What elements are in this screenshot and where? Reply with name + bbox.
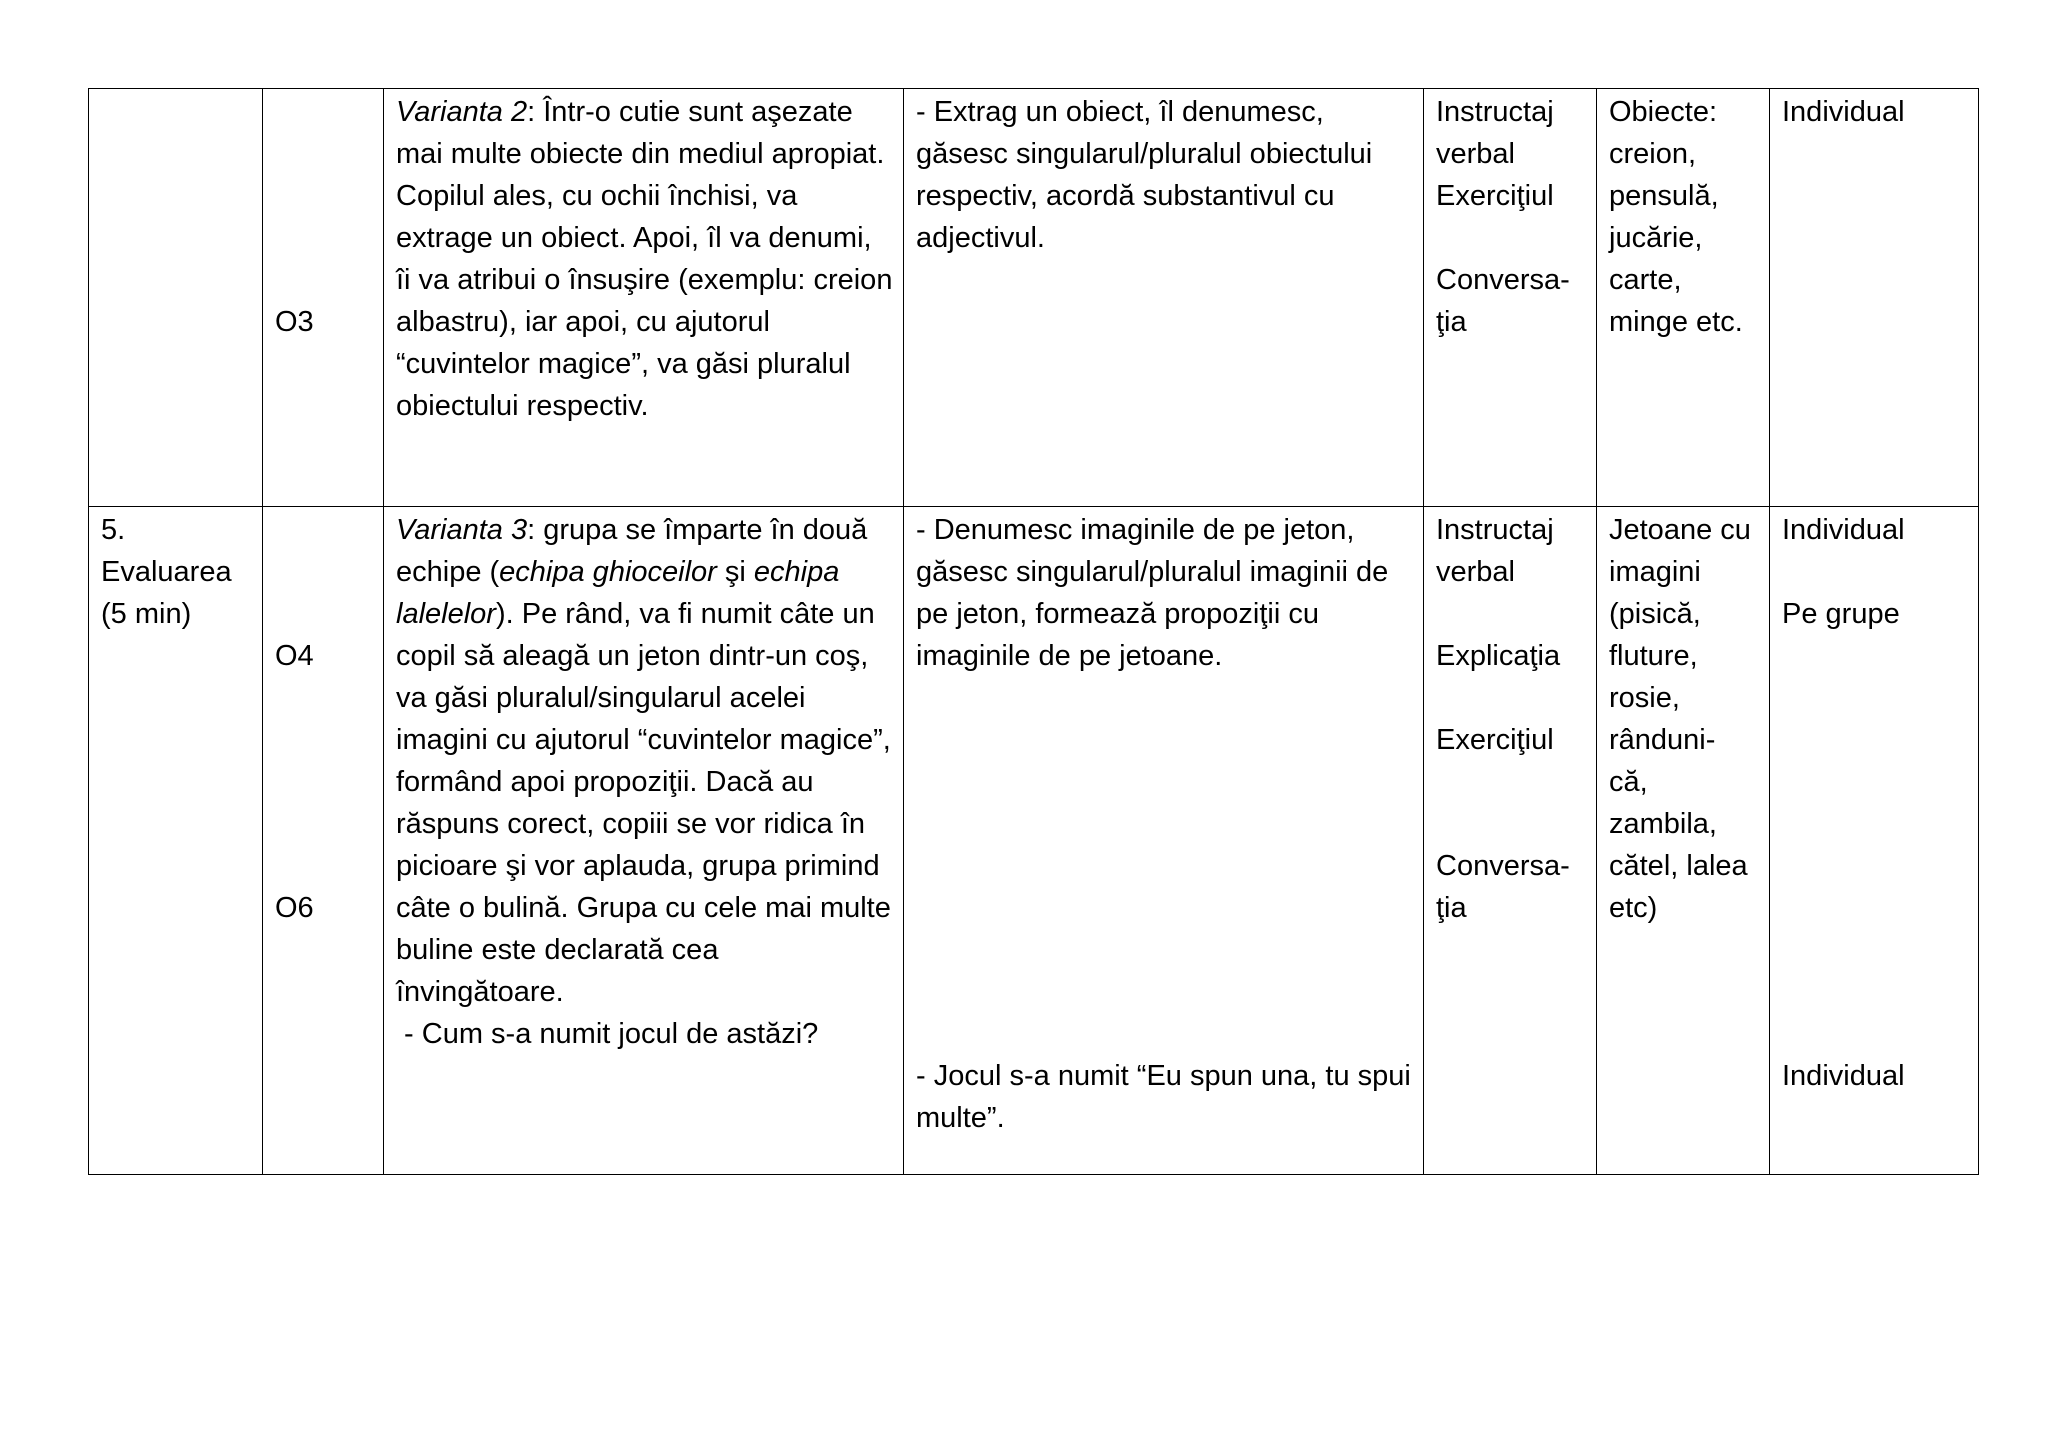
organization-item: Individual — [1782, 1060, 1905, 1092]
table-row — [89, 89, 1979, 507]
variant-label: Varianta 3 — [396, 514, 528, 546]
spacer — [1436, 217, 1586, 259]
method-item: Instructaj verbal — [1436, 96, 1554, 170]
method-item: Exerciţiul — [1436, 180, 1554, 212]
organization-item: Individual — [1782, 96, 1905, 128]
method-item: Conversa- ţia — [1436, 850, 1570, 924]
closing-question: - Cum s-a numit jocul de astăzi? — [396, 1018, 819, 1050]
content-cell — [384, 507, 904, 1175]
objective-code: O4 — [275, 640, 314, 672]
activity-cell — [904, 507, 1424, 1175]
objective-code: O6 — [275, 892, 314, 924]
variant-description: : Într-o cutie sunt aşezate mai multe obiecte din mediul apropiat. Copilul ales, cu ochii închisi, va extrage un obiect. Apoi, îl va denumi, îi va atribui o însuşire (exemplu: creion albastru), iar apoi, cu ajutorul “cuvintelor magice”, va găsi pluralul obiectului respectiv. — [396, 96, 893, 422]
organization-cell — [1770, 507, 1979, 1175]
team-name: echipa lalelelor — [396, 556, 840, 630]
methods-cell — [1424, 507, 1597, 1175]
variant-label: Varianta 2 — [396, 96, 528, 128]
content-cell — [384, 89, 904, 507]
lesson-plan-table — [88, 88, 1979, 1175]
objectives-cell — [263, 507, 384, 1175]
method-item: Exerciţiul — [1436, 724, 1554, 756]
content-text — [396, 91, 893, 427]
organization-cell — [1770, 89, 1979, 507]
activity-text: - Denumesc imaginile de pe jeton, găsesc singularul/pluralul imaginii de pe jeton, formează propoziţii cu imaginile de pe jetoane. — [916, 514, 1389, 672]
method-item: Conversa- ţia — [1436, 264, 1570, 338]
methods-cell — [1424, 89, 1597, 507]
materials-cell — [1597, 507, 1770, 1175]
stage-cell — [89, 507, 263, 1175]
activity-text: - Extrag un obiect, îl denumesc, găsesc singularul/pluralul obiectului respectiv, acordă substantivul cu adjectivul. — [916, 96, 1373, 254]
stage-text: 5. Evaluarea (5 min) — [101, 514, 232, 630]
method-item: Explicaţia — [1436, 640, 1561, 672]
organization-item: Pe grupe — [1782, 598, 1900, 630]
activity-cell — [904, 89, 1424, 507]
team-name: echipa ghioceilor — [499, 556, 717, 588]
stage-cell — [89, 89, 263, 507]
materials-text: Obiecte: creion, pensulă, jucărie, carte, minge etc. — [1609, 96, 1743, 338]
materials-cell — [1597, 89, 1770, 507]
activity-answer: - Jocul s-a numit “Eu spun una, tu spui multe”. — [916, 1060, 1411, 1134]
method-item: Instructaj verbal — [1436, 514, 1554, 588]
objective-code: O3 — [275, 306, 314, 338]
materials-text: Jetoane cu imagini (pisică, fluture, rosie, rânduni- că, zambila, cătel, lalea etc) — [1609, 514, 1751, 924]
content-text: Varianta 3: grupa se împarte în două echipe (echipa ghioceilor şi echipa lalelelor). Pe rând, va fi numit câte un copil să aleagă un jeton dintr-un coş, va găsi pluralul/singularul acelei imagini cu ajutorul “cuvintelor magice”, formând apoi propoziţii. Dacă au răspuns corect, copiii se vor ridica în picioare şi vor aplauda, grupa primind câte o bulină. Grupa cu cele mai multe buline este declarată cea învingătoare. — [396, 514, 891, 1008]
objectives-cell — [263, 89, 384, 507]
table-row — [89, 507, 1979, 1175]
organization-item: Individual — [1782, 514, 1905, 546]
